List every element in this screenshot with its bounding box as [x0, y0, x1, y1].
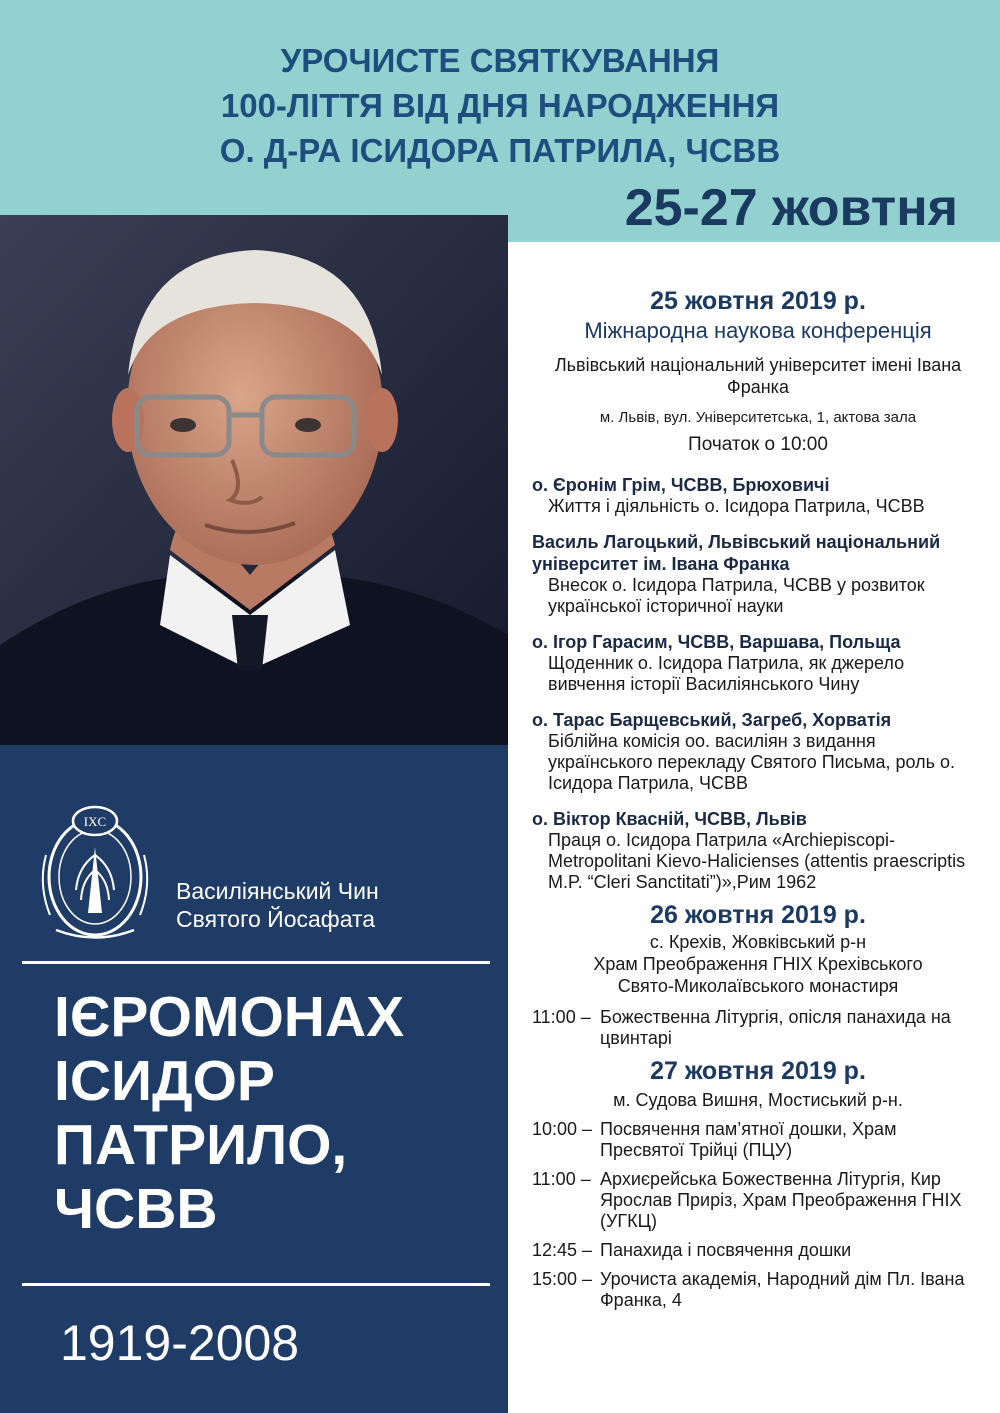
- talk-topic: Щоденник о. Ісидора Патрила, як джерело вивчення історії Василіянського Чину: [548, 653, 905, 694]
- talk-topic: Життя і діяльність о. Ісидора Патрила, ЧСВВ: [548, 496, 925, 516]
- schedule-item: [532, 1119, 984, 1161]
- day-date: 25 жовтня 2019 р.: [650, 287, 866, 315]
- day-date: 26 жовтня 2019 р.: [650, 901, 866, 929]
- venue-line: Львівський національний університет імені Івана: [554, 355, 962, 375]
- talk-topic: Біблійна комісія оо. василіян з видання українського перекладу Святого Письма, роль о. Ісидора Патрила, ЧСВВ: [548, 731, 955, 793]
- schedule-time: 10:00 –: [532, 1119, 593, 1139]
- schedule-time: 12:45 –: [532, 1240, 593, 1260]
- schedule-item: [532, 1007, 984, 1049]
- speaker: о. Ігор Гарасим, ЧСВВ, Варшава, Польща: [532, 632, 901, 652]
- event-name: Міжнародна наукова конференція: [584, 318, 932, 343]
- schedule-item: [532, 1169, 984, 1232]
- schedule-time: 11:00 –: [532, 1007, 591, 1027]
- schedule-time: 15:00 –: [532, 1269, 593, 1289]
- day1-section: [508, 242, 1000, 893]
- name-line: ПАТРИЛО,: [54, 1113, 348, 1177]
- name-line: ЧСВВ: [54, 1177, 218, 1241]
- schedule-desc: Панахида і посвячення дошки: [600, 1240, 852, 1260]
- title-line: УРОЧИСТЕ СВЯТКУВАННЯ: [280, 42, 720, 79]
- program-column: [508, 242, 1000, 1413]
- talk-item: [532, 808, 984, 893]
- name-line: ІЄРОМОНАХ: [54, 985, 405, 1049]
- order-name: [176, 877, 379, 933]
- schedule-item: [532, 1269, 984, 1311]
- schedule-desc: Архиєрейська Божественна Літургія, Кир Ярослав Приріз, Храм Преображення ГНІХ (УГКЦ): [600, 1169, 962, 1231]
- portrait-photo: [0, 215, 508, 745]
- place-line: с. Крехів, Жовківський р-н: [649, 932, 867, 952]
- sidebar-panel: [0, 745, 508, 1413]
- place-line: Храм Преображення ГНІХ Крехівського: [593, 954, 923, 974]
- divider: [22, 961, 490, 964]
- day2-section: [508, 893, 1000, 1049]
- basilian-order-emblem: [36, 795, 154, 945]
- speaker: Василь Лагоцький, Львівський національний університет ім. Івана Франка: [532, 532, 941, 574]
- title-line: 100-ЛІТТЯ ВІД ДНЯ НАРОДЖЕННЯ: [220, 87, 780, 124]
- event-title: [150, 38, 850, 173]
- talk-item: [532, 709, 984, 794]
- talk-item: [532, 474, 984, 517]
- place-line: Свято-Миколаївського монастиря: [617, 976, 899, 996]
- order-name-line: Святого Йосафата: [176, 906, 376, 932]
- talk-item: [532, 531, 984, 617]
- place: м. Судова Вишня, Мостиський р-н.: [613, 1090, 903, 1110]
- name-line: ІСИДОР: [54, 1049, 275, 1113]
- schedule-time: 11:00 –: [532, 1169, 591, 1189]
- talk-topic: Внесок о. Ісидора Патрила, ЧСВВ у розвиток української історичної науки: [548, 575, 925, 616]
- speaker: о. Віктор Квасній, ЧСВВ, Львів: [532, 809, 807, 829]
- speaker: о. Тарас Барщевський, Загреб, Хорватія: [532, 710, 892, 730]
- schedule-desc: Божественна Літургія, опісля панахида на цвинтарі: [600, 1007, 951, 1048]
- emblem-monogram: IXC: [83, 814, 107, 829]
- life-years: 1919-2008: [60, 1315, 300, 1371]
- honoree-name: [54, 985, 404, 1241]
- divider: [22, 1283, 490, 1286]
- start-time: Початок о 10:00: [688, 434, 828, 455]
- talk-item: [532, 631, 984, 695]
- order-name-line: Василіянський Чин: [176, 878, 379, 904]
- place: [532, 931, 984, 997]
- title-line: О. Д-РА ІСИДОРА ПАТРИЛА, ЧСВВ: [219, 132, 781, 169]
- event-dates: 25-27 жовтня: [624, 179, 958, 237]
- talk-topic: Праця о. Ісидора Патрила «Archiepiscopi-Metropolitani Kievo-Halicienses (attentis praescriptis M.P. “Cleri Sanctitati”)»,Рим 1962: [548, 830, 966, 892]
- day3-section: [508, 1049, 1000, 1311]
- venue-line: Франка: [727, 377, 789, 397]
- speaker: о. Єронім Грім, ЧСВВ, Брюховичі: [532, 475, 830, 495]
- schedule-desc: Урочиста академія, Народний дім Пл. Івана Франка, 4: [600, 1269, 965, 1310]
- schedule-desc: Посвячення пам’ятної дошки, Храм Пресвятої Трійці (ПЦУ): [600, 1119, 897, 1160]
- schedule-item: [532, 1240, 984, 1261]
- portrait-illustration: [0, 215, 508, 745]
- venue: [532, 354, 984, 398]
- address: м. Львів, вул. Університетська, 1, актова зала: [599, 409, 917, 426]
- day-date: 27 жовтня 2019 р.: [650, 1057, 866, 1085]
